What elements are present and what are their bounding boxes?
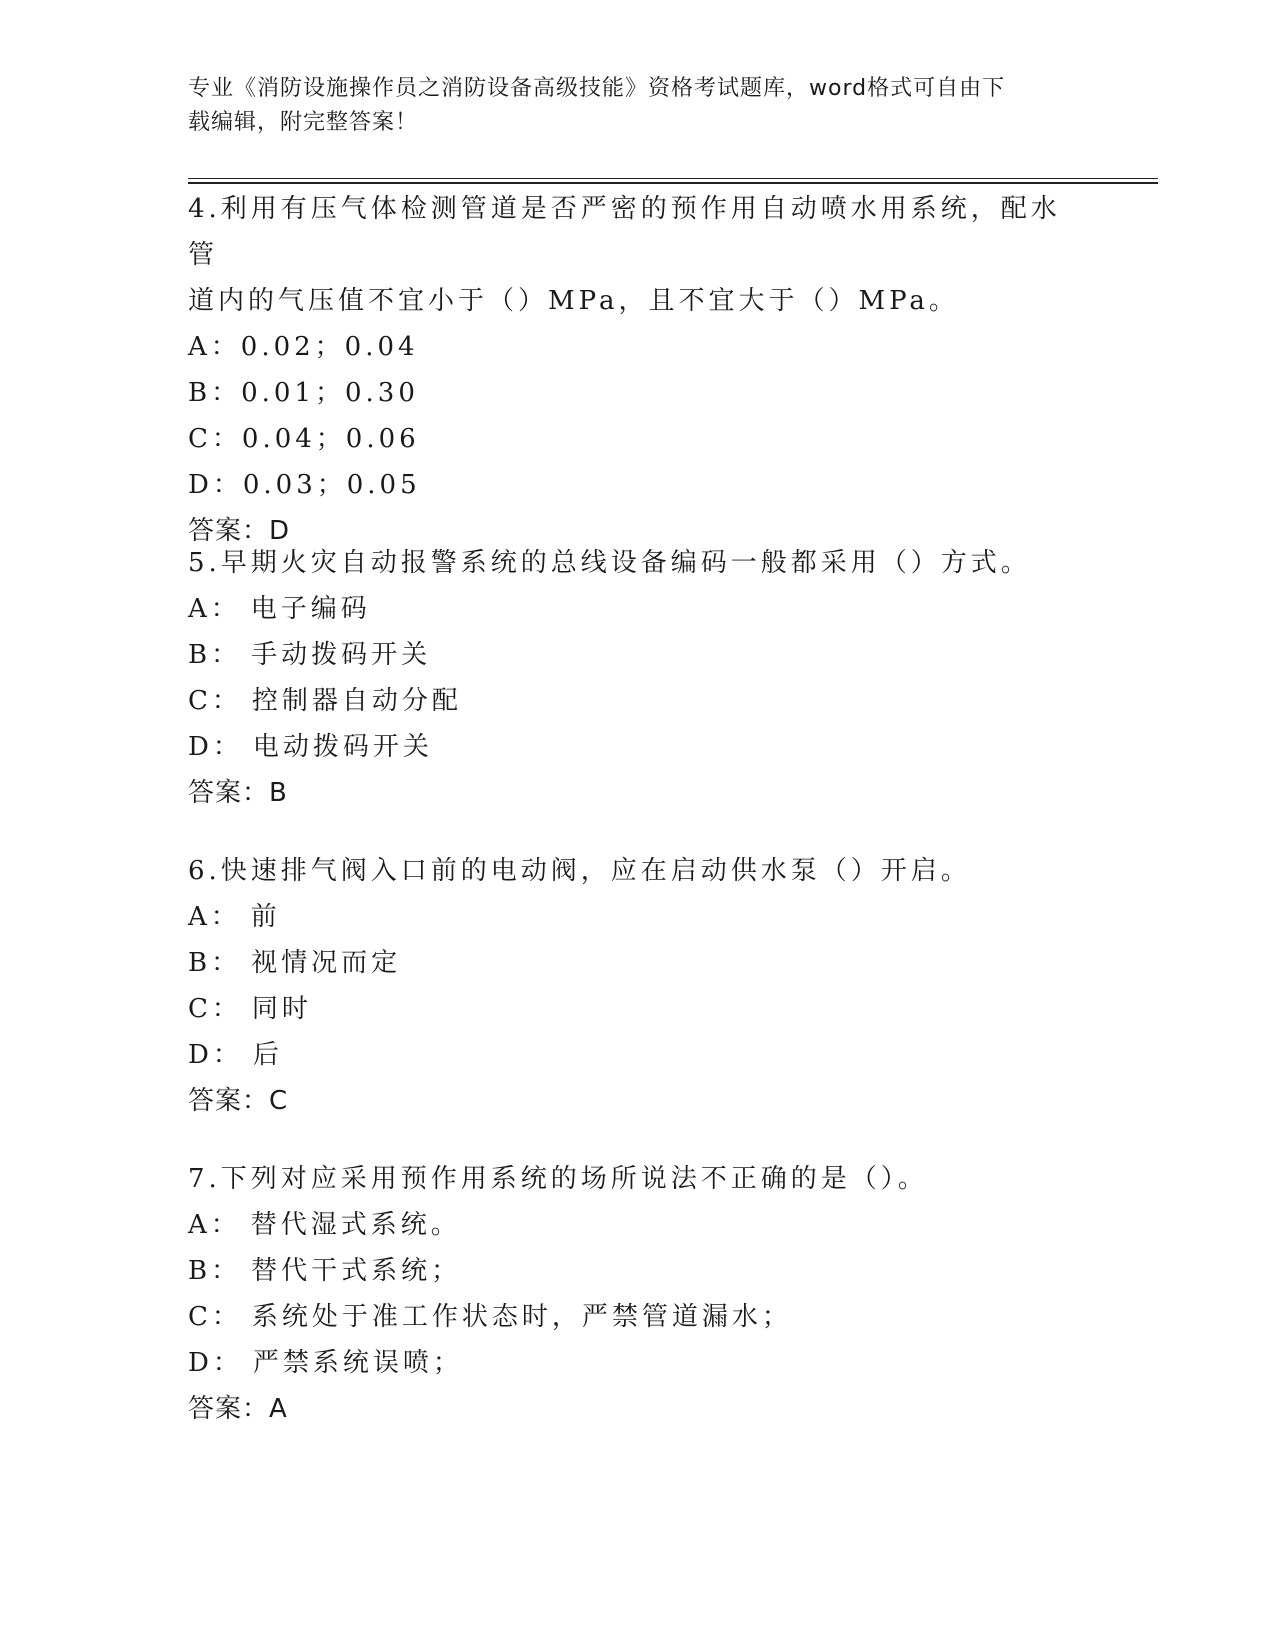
document-header — [188, 72, 1068, 140]
option-text: 控制器自动分配 — [251, 686, 462, 716]
option-c — [188, 416, 1088, 462]
question-7 — [188, 1156, 1088, 1432]
option-text: 手动拨码开关 — [251, 640, 432, 670]
option-text: 后 — [252, 1040, 283, 1070]
question-5 — [188, 540, 1088, 816]
option-text: 0.03；0.05 — [242, 470, 421, 500]
header-divider-top — [188, 178, 1158, 179]
option-letter: D： — [188, 732, 243, 762]
option-a — [188, 324, 1088, 370]
option-c — [188, 1294, 1088, 1340]
option-text: 前 — [250, 902, 281, 932]
option-letter: C： — [188, 1302, 242, 1332]
question-4 — [188, 186, 1088, 554]
option-b — [188, 940, 1088, 986]
option-letter: B： — [188, 378, 242, 408]
option-c — [188, 678, 1088, 724]
option-b — [188, 370, 1088, 416]
option-text: 替代湿式系统。 — [250, 1210, 461, 1240]
option-text: 同时 — [251, 994, 312, 1024]
answer-label: 答案：C — [188, 1086, 289, 1116]
option-text: 0.04；0.06 — [241, 424, 420, 454]
header-divider-bottom — [188, 182, 1158, 184]
option-letter: A： — [188, 1210, 241, 1240]
header-line-2: 载编辑，附完整答案！ — [188, 110, 419, 135]
option-letter: D： — [188, 1040, 243, 1070]
question-stem: 6.快速排气阀入口前的电动阀，应在启动供水泵（）开启。 — [188, 856, 971, 886]
option-d — [188, 462, 1088, 508]
option-text: 视情况而定 — [251, 948, 402, 978]
answer-label: 答案：A — [188, 1394, 288, 1424]
option-a — [188, 586, 1088, 632]
answer-label: 答案：D — [188, 516, 291, 546]
option-text: 0.02；0.04 — [240, 332, 419, 362]
option-letter: A： — [188, 902, 241, 932]
option-letter: A： — [188, 332, 241, 362]
option-text: 电动拨码开关 — [252, 732, 433, 762]
option-text: 替代干式系统； — [251, 1256, 462, 1286]
question-stem: 5.早期火灾自动报警系统的总线设备编码一般都采用（）方式。 — [188, 548, 1031, 578]
option-letter: A： — [188, 594, 241, 624]
option-text: 0.01；0.30 — [241, 378, 419, 408]
answer-label: 答案：B — [188, 778, 288, 808]
header-line-1: 专业《消防设施操作员之消防设备高级技能》资格考试题库，word格式可自由下 — [188, 76, 1006, 101]
option-c — [188, 986, 1088, 1032]
option-text: 电子编码 — [250, 594, 371, 624]
option-letter: D： — [188, 1348, 243, 1378]
question-stem: 4.利用有压气体检测管道是否严密的预作用自动喷水用系统，配水管 — [188, 194, 1061, 270]
option-text: 严禁系统误喷； — [252, 1348, 463, 1378]
question-6 — [188, 848, 1088, 1124]
option-a — [188, 1202, 1088, 1248]
question-stem: 7.下列对应采用预作用系统的场所说法不正确的是（）。 — [188, 1164, 928, 1194]
option-b — [188, 632, 1088, 678]
option-d — [188, 1340, 1088, 1386]
option-letter: D： — [188, 470, 243, 500]
option-text: 系统处于准工作状态时，严禁管道漏水； — [251, 1302, 792, 1332]
option-letter: C： — [188, 686, 242, 716]
option-a — [188, 894, 1088, 940]
option-d — [188, 724, 1088, 770]
option-letter: B： — [188, 1256, 242, 1286]
option-letter: C： — [188, 994, 242, 1024]
question-stem-continued: 道内的气压值不宜小于（）MPa，且不宜大于（）MPa。 — [188, 286, 959, 316]
option-letter: C： — [188, 424, 242, 454]
option-letter: B： — [188, 948, 242, 978]
option-letter: B： — [188, 640, 242, 670]
option-b — [188, 1248, 1088, 1294]
option-d — [188, 1032, 1088, 1078]
